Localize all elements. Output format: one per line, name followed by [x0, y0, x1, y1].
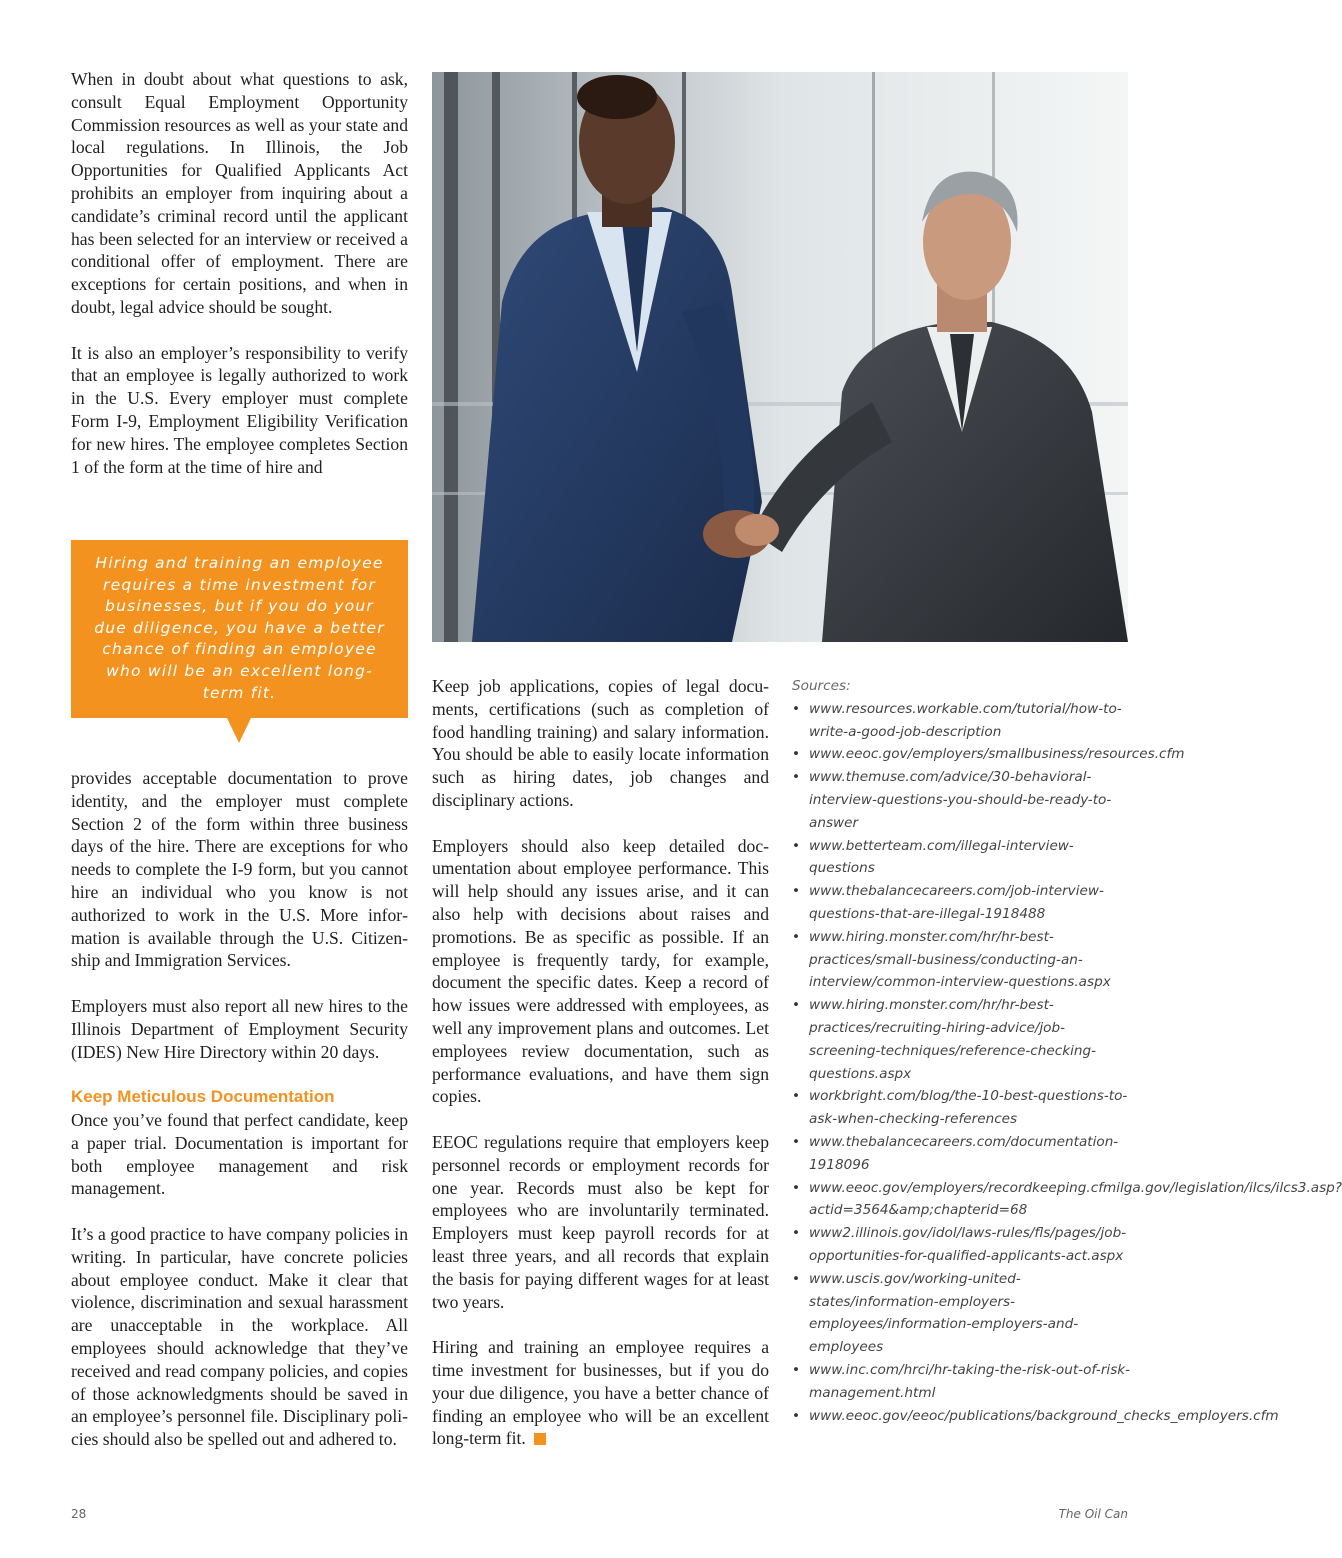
source-item[interactable]: • www.resources.workable.com/tutorial/how-to-write-a-good-job-description — [792, 698, 1132, 744]
paragraph: It’s a good practice to have company policies in writing. In particular, have concrete policies about employee conduct. Make it clear that violence, discrimination and sexual harassment are unacceptable in the workplace. All employees should acknowledge that they’ve received and read company policies, and copies of those acknowledgments should be saved in an employee’s personnel file. Disciplinary policies should also be spelled out and adhered to. — [71, 1223, 408, 1450]
sources-list — [792, 675, 1342, 1427]
source-item[interactable]: • www.hiring.monster.com/hr/hr-best-practices/small-business/conducting-an-interview/common-interview-questions.aspx — [792, 926, 1132, 994]
paragraph: Employers should also keep detailed documentation about employee performance. This will help should any issues arise, and it can also help with decisions about raises and promotions. Be as specific as possible. If an employee is frequently tardy, for example, document the specific dates. Keep a record of how issues were addressed with employees, as well any improvement plans and outcomes. Let employees review documentation, such as performance evaluations, and have them sign copies. — [432, 835, 769, 1107]
section-heading: Keep Meticulous Documentation — [71, 1087, 335, 1107]
source-item[interactable]: • www.eeoc.gov/eeoc/publications/background_checks_employers.cfm — [792, 1405, 1132, 1428]
source-item[interactable]: • www.inc.com/hrci/hr-taking-the-risk-out-of-risk-management.html — [792, 1359, 1132, 1405]
paragraph-final — [432, 1336, 769, 1450]
paragraph-text: Hiring and training an employee requires a time investment for businesses, but if you do your due diligence, you have a better chance of finding an employee who will be an excellent long-term fit. — [432, 1337, 769, 1449]
pull-quote-pointer — [227, 718, 251, 743]
publication-name: The Oil Can — [1058, 1507, 1128, 1521]
sources-label: Sources: — [792, 678, 851, 694]
pull-quote-text: Hiring and training an employee requires a time investment for businesses, but if you do your due diligence, you have a better chance of finding an employee who will be an excellent long-term fit. — [94, 554, 385, 702]
source-item[interactable]: • www2.illinois.gov/idol/laws-rules/fls/pages/job-opportunities-for-qualified-applicants-act.aspx — [792, 1222, 1132, 1268]
page-number: 28 — [71, 1507, 87, 1521]
column-1-bottom — [71, 767, 408, 1451]
sources-items — [792, 698, 1342, 1428]
paragraph: Keep job applications, copies of legal documents, certifications (such as completion of food handling training) and salary information. You should be able to easily locate information such as hiring dates, job changes and disciplinary actions. — [432, 676, 769, 810]
paragraph: It is also an employer’s responsibility to verify that an employee is legally authorized to work in the U.S. Every employer must complete Form I-9, Employment Eligibility Verification for new hires. The employee completes Section 1 of the form at the time of hire and — [71, 342, 408, 477]
paragraph: EEOC regulations require that employers keep personnel records or employment records for one year. Records must also be kept for employees who are involuntarily terminated. Employers must keep payroll records for at least three years, and all records that explain the basis for paying different wages for at least two years. — [432, 1131, 769, 1312]
source-item[interactable]: • www.eeoc.gov/employers/smallbusiness/resources.cfm — [792, 743, 1132, 766]
source-item[interactable]: • www.eeoc.gov/employers/recordkeeping.cfmilga.gov/legislation/ilcs/ilcs3.asp?actid=3564&amp;chapterid=68 — [792, 1177, 1132, 1223]
source-item[interactable]: • www.hiring.monster.com/hr/hr-best-practices/recruiting-hiring-advice/job-screening-techniques/reference-checking-questions.aspx — [792, 994, 1132, 1085]
source-item[interactable]: • www.betterteam.com/illegal-interview-questions — [792, 835, 1132, 881]
column-1-top — [71, 68, 408, 478]
source-item[interactable]: • www.themuse.com/advice/30-behavioral-interview-questions-you-should-be-ready-to-answer — [792, 766, 1132, 834]
paragraph: When in doubt about what questions to ask, consult Equal Employment Opportunity Commission resources as well as your state and local regulations. In Illinois, the Job Opportunities for Qualified Applicants Act prohibits an employer from inquiring about a candidate’s criminal record until the applicant has been selected for an interview or received a conditional offer of employment. There are exceptions for certain positions, and when in doubt, legal advice should be sought. — [71, 69, 408, 317]
paragraph: provides acceptable documentation to prove identity, and the employer must complete Section 2 of the form within three business days of the hire. There are exceptions for who needs to complete the I-9 form, but you cannot hire an individual who you know is not authorized to work in the U.S. More information is available through the U.S. Citizenship and Immigration Services. — [71, 768, 408, 971]
paragraph: Employers must also report all new hires to the Illinois Department of Employment Security (IDES) New Hire Directory within 20 days. — [71, 995, 408, 1062]
source-item[interactable]: • workbright.com/blog/the-10-best-questions-to-ask-when-checking-references — [792, 1085, 1132, 1131]
column-2 — [432, 675, 769, 1450]
handshake-photo — [432, 72, 1128, 642]
source-item[interactable]: • www.thebalancecareers.com/documentation-1918096 — [792, 1131, 1132, 1177]
end-mark-icon — [534, 1433, 546, 1445]
source-item[interactable]: • www.thebalancecareers.com/job-interview-questions-that-are-illegal-1918488 — [792, 880, 1132, 926]
pull-quote — [71, 540, 408, 718]
source-item[interactable]: • www.uscis.gov/working-united-states/information-employers-employees/information-employers-and-employees — [792, 1268, 1132, 1359]
paragraph: Once you’ve found that perfect candidate, keep a paper trial. Documentation is important for both employee management and risk management. — [71, 1109, 408, 1199]
